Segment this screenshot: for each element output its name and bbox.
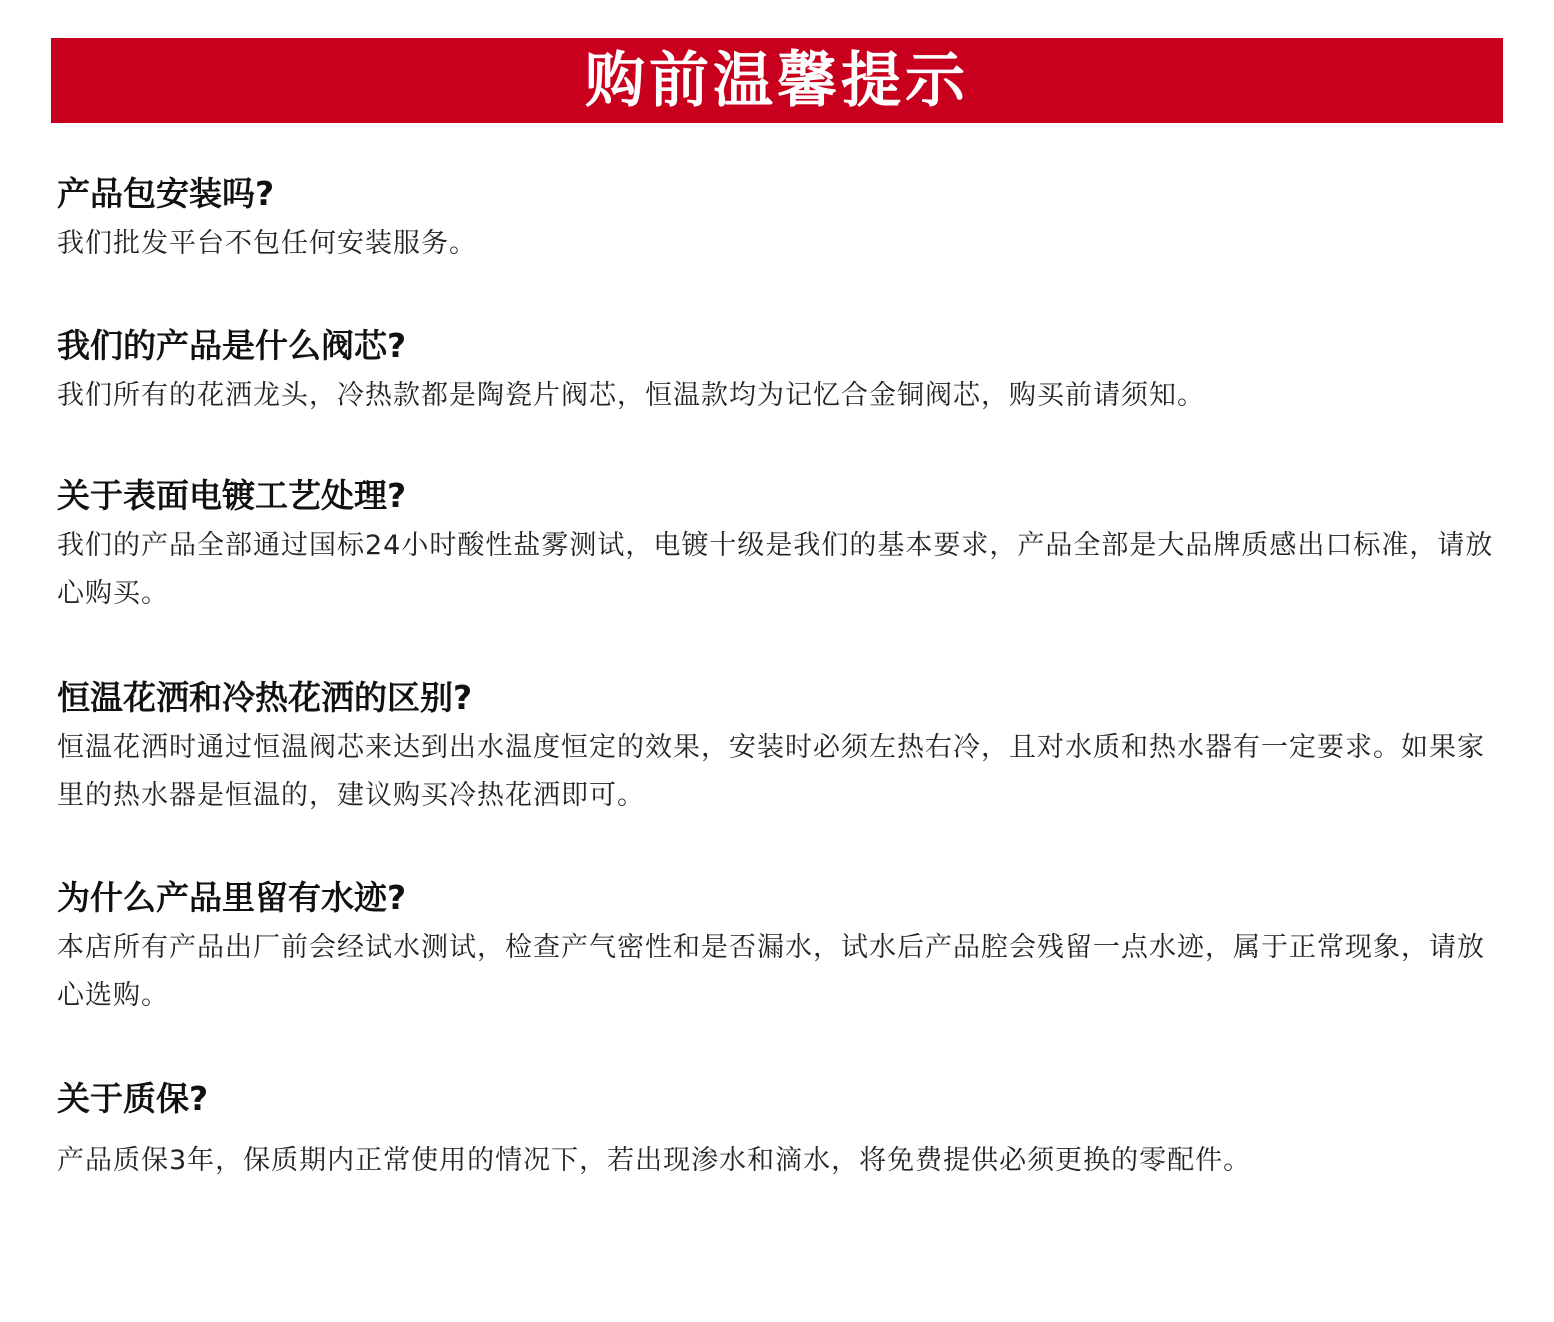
faq-item-valve-core [57,324,1497,420]
faq-item-warranty [57,1077,1497,1185]
faq-answer: 我们的产品全部通过国标24小时酸性盐雾测试，电镀十级是我们的基本要求，产品全部是大品牌质感出口标准，请放心购买。 [57,530,1494,609]
faq-question: 恒温花洒和冷热花洒的区别? [57,678,473,717]
faq-item-installation [57,172,1497,268]
faq-question: 关于质保? [57,1079,209,1118]
faq-answer: 我们批发平台不包任何安装服务。 [57,228,477,259]
header-banner [51,38,1503,123]
page-title: 购前温馨提示 [585,45,969,116]
faq-answer: 恒温花洒时通过恒温阀芯来达到出水温度恒定的效果，安装时必须左热右冷，且对水质和热水器有一定要求。如果家里的热水器是恒温的，建议购买冷热花洒即可。 [57,732,1485,811]
faq-question: 关于表面电镀工艺处理? [57,476,407,515]
faq-answer: 本店所有产品出厂前会经试水测试，检查产气密性和是否漏水，试水后产品腔会残留一点水迹，属于正常现象，请放心选购。 [57,932,1485,1011]
faq-question: 产品包安装吗? [57,174,275,213]
faq-answer: 产品质保3年，保质期内正常使用的情况下，若出现渗水和滴水，将免费提供必须更换的零配件。 [57,1145,1252,1176]
faq-question: 为什么产品里留有水迹? [57,878,407,917]
faq-item-water-marks [57,876,1497,1020]
faq-question: 我们的产品是什么阀芯? [57,326,407,365]
faq-item-plating [57,474,1497,618]
faq-answer: 我们所有的花洒龙头，冷热款都是陶瓷片阀芯，恒温款均为记忆合金铜阀芯，购买前请须知。 [57,380,1205,411]
faq-item-thermostatic-vs-standard [57,676,1497,820]
